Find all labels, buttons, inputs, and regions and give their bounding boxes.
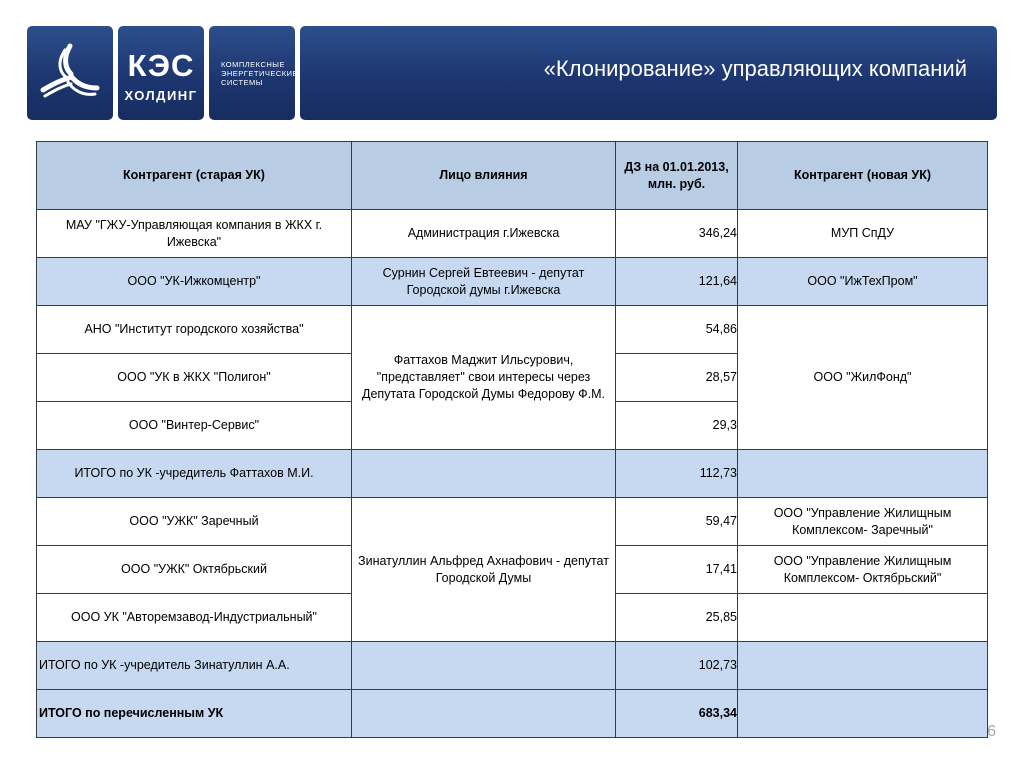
grand-total-label: ИТОГО по перечисленным УК	[37, 690, 352, 738]
tagline-line: КОМПЛЕКСНЫЕ	[221, 60, 285, 69]
empty-cell	[352, 690, 616, 738]
table-row	[37, 306, 988, 354]
page-title: «Клонирование» управляющих компаний	[543, 56, 967, 81]
old-company-cell: ООО "УЖК" Октябрьский	[37, 546, 352, 594]
influence-cell: Фаттахов Маджит Ильсурович, "представляет" свои интересы через Депутата Городской Думы Федорову Ф.М.	[352, 306, 616, 450]
influence-cell: Администрация г.Ижевска	[352, 210, 616, 258]
subtotal-value: 102,73	[616, 642, 738, 690]
brand-name: КЭС	[127, 48, 195, 83]
new-company-cell: МУП СпДУ	[738, 210, 988, 258]
page-number: 6	[987, 723, 996, 740]
table-row	[37, 210, 988, 258]
old-company-cell: ООО "УК-Ижкомцентр"	[37, 258, 352, 306]
empty-cell	[352, 642, 616, 690]
kes-swirl-logo-icon	[35, 38, 105, 108]
old-company-cell: АНО "Институт городского хозяйства"	[37, 306, 352, 354]
debt-cell: 59,47	[616, 498, 738, 546]
old-company-cell: ООО УК "Авторемзавод-Индустриальный"	[37, 594, 352, 642]
old-company-cell: ООО "Винтер-Сервис"	[37, 402, 352, 450]
empty-cell	[738, 690, 988, 738]
debt-cell: 121,64	[616, 258, 738, 306]
old-company-cell: ООО "УЖК" Заречный	[37, 498, 352, 546]
subtotal-row	[37, 450, 988, 498]
tagline-line: ЭНЕРГЕТИЧЕСКИЕ	[221, 69, 299, 78]
tagline-line: СИСТЕМЫ	[221, 78, 263, 87]
debt-cell: 25,85	[616, 594, 738, 642]
new-company-cell: ООО "Управление Жилищным Комплексом- Октябрьский"	[738, 546, 988, 594]
empty-cell	[352, 450, 616, 498]
new-company-cell: ООО "Управление Жилищным Комплексом- Заречный"	[738, 498, 988, 546]
column-header: Лицо влияния	[352, 142, 616, 210]
table-row	[37, 258, 988, 306]
old-company-cell: ООО "УК в ЖКХ "Полигон"	[37, 354, 352, 402]
subtotal-label: ИТОГО по УК -учредитель Фаттахов М.И.	[37, 450, 352, 498]
empty-cell	[738, 450, 988, 498]
debt-cell: 28,57	[616, 354, 738, 402]
influence-cell: Зинатуллин Альфред Ахнафович - депутат Городской Думы	[352, 498, 616, 642]
empty-cell	[738, 642, 988, 690]
influence-cell: Сурнин Сергей Евтеевич - депутат Городской думы г.Ижевска	[352, 258, 616, 306]
new-company-cell: ООО "ИжТехПром"	[738, 258, 988, 306]
new-company-cell	[738, 594, 988, 642]
grand-total-row	[37, 690, 988, 738]
old-company-cell: МАУ "ГЖУ-Управляющая компания в ЖКХ г. Ижевска"	[37, 210, 352, 258]
grand-total-value: 683,34	[616, 690, 738, 738]
debt-cell: 29,3	[616, 402, 738, 450]
tagline	[221, 60, 298, 87]
table-header-row	[37, 142, 988, 210]
debt-cell: 17,41	[616, 546, 738, 594]
column-header: ДЗ на 01.01.2013, млн. руб.	[616, 142, 738, 210]
logo-box	[27, 26, 113, 120]
debt-cell: 54,86	[616, 306, 738, 354]
debt-cell: 346,24	[616, 210, 738, 258]
subtotal-value: 112,73	[616, 450, 738, 498]
subtotal-row	[37, 642, 988, 690]
new-company-cell: ООО "ЖилФонд"	[738, 306, 988, 450]
companies-table	[36, 141, 988, 738]
title-box	[300, 26, 997, 120]
column-header: Контрагент (старая УК)	[37, 142, 352, 210]
brand-subtitle: ХОЛДИНГ	[124, 88, 198, 103]
table-row	[37, 498, 988, 546]
tagline-box	[209, 26, 299, 120]
subtotal-label: ИТОГО по УК -учредитель Зинатуллин А.А.	[37, 642, 352, 690]
brand-box	[118, 26, 204, 120]
column-header: Контрагент (новая УК)	[738, 142, 988, 210]
